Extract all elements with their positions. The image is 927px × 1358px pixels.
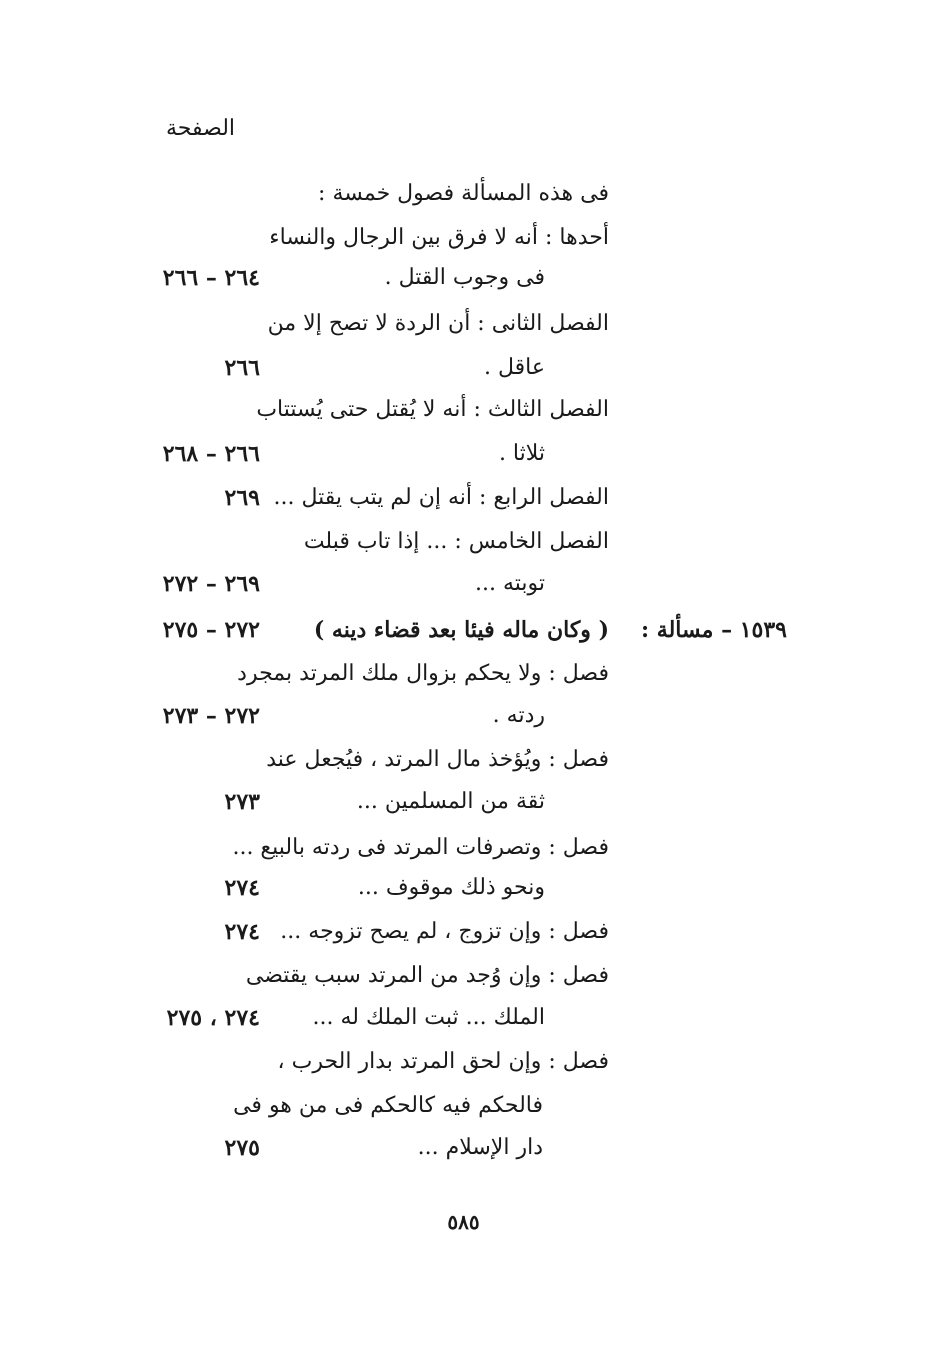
index-line-text: ثقة من المسلمين ...	[356, 789, 545, 814]
index-line-text: فصل : وإن لحق المرتد بدار الحرب ،	[277, 1049, 609, 1074]
index-line-text: فالحكم فيه كالحكم فى من هو فى	[233, 1093, 543, 1118]
index-line-text: أحدها : أنه لا فرق بين الرجال والنساء	[269, 225, 609, 250]
index-line	[0, 956, 927, 1000]
index-line	[0, 434, 927, 478]
page-reference: ٢٦٤ – ٢٦٦	[162, 265, 260, 291]
index-line	[0, 1086, 927, 1130]
page-reference: ٢٧٣	[224, 789, 260, 815]
index-line	[0, 1042, 927, 1086]
index-line	[0, 304, 927, 348]
page-reference: ٢٧٢ – ٢٧٥	[162, 617, 260, 643]
index-line-text: توبته ...	[474, 571, 545, 596]
index-line	[0, 654, 927, 698]
page-reference: ٢٦٦	[224, 355, 260, 381]
index-line	[0, 1128, 927, 1172]
index-line	[0, 258, 927, 302]
index-line	[0, 174, 927, 218]
entry-number: ١٥٣٩ – مسألة :	[641, 617, 787, 643]
index-line	[0, 998, 927, 1042]
index-line-text: فى وجوب القتل .	[384, 265, 545, 290]
page-reference: ٢٦٦ – ٢٦٨	[162, 441, 260, 467]
index-line-text: فصل : وإن تزوج ، لم يصح تزوجه ...	[280, 919, 609, 944]
index-line-text: ثلاثا .	[498, 441, 545, 466]
index-line	[0, 348, 927, 392]
index-line	[0, 478, 927, 522]
index-line-text: فصل : وإن وُجد من المرتد سبب يقتضى	[245, 963, 609, 988]
page-reference: ٢٧٤	[224, 919, 260, 945]
index-line	[0, 390, 927, 434]
index-line-text: دار الإسلام ...	[417, 1135, 543, 1160]
index-line-text: الملك ... ثبت الملك له ...	[312, 1005, 545, 1030]
entry-title: ( وكان ماله فيئا بعد قضاء دينه )	[313, 617, 609, 643]
index-line	[0, 696, 927, 740]
page-number: ٥٨٥	[447, 1210, 480, 1234]
page-reference: ٢٧٤ ، ٢٧٥	[166, 1005, 260, 1031]
index-line-text: عاقل .	[484, 355, 545, 380]
index-line	[0, 564, 927, 608]
index-line	[0, 740, 927, 784]
page-column-header: الصفحة	[166, 116, 236, 141]
index-line-text: ردته .	[492, 703, 545, 728]
index-line-text: الفصل الرابع : أنه إن لم يتب يقتل ...	[273, 485, 609, 510]
index-line	[0, 218, 927, 262]
index-line-text: الفصل الثالث : أنه لا يُقتل حتى يُستتاب	[256, 397, 609, 422]
index-line	[0, 782, 927, 826]
index-line	[0, 912, 927, 956]
page-reference: ٢٧٢ – ٢٧٣	[162, 703, 260, 729]
index-line-text: فصل : وتصرفات المرتد فى ردته بالبيع ...	[232, 835, 609, 860]
page-reference: ٢٦٩	[224, 485, 260, 511]
index-line-text: فصل : ويُؤخذ مال المرتد ، فيُجعل عند	[266, 747, 609, 772]
index-line-text: الفصل الخامس : ... إذا تاب قبلت	[303, 529, 609, 554]
entry-heading-line	[0, 610, 927, 654]
index-line-text: ونحو ذلك موقوف ...	[357, 875, 545, 900]
page-reference: ٢٦٩ – ٢٧٢	[162, 571, 260, 597]
index-line-text: فصل : ولا يحكم بزوال ملك المرتد بمجرد	[237, 661, 609, 686]
index-line	[0, 522, 927, 566]
index-line-text: فى هذه المسألة فصول خمسة :	[318, 181, 609, 206]
page-reference: ٢٧٥	[224, 1135, 260, 1161]
index-line	[0, 828, 927, 872]
page-reference: ٢٧٤	[224, 875, 260, 901]
index-line-text: الفصل الثانى : أن الردة لا تصح إلا من	[267, 311, 609, 336]
index-line	[0, 868, 927, 912]
